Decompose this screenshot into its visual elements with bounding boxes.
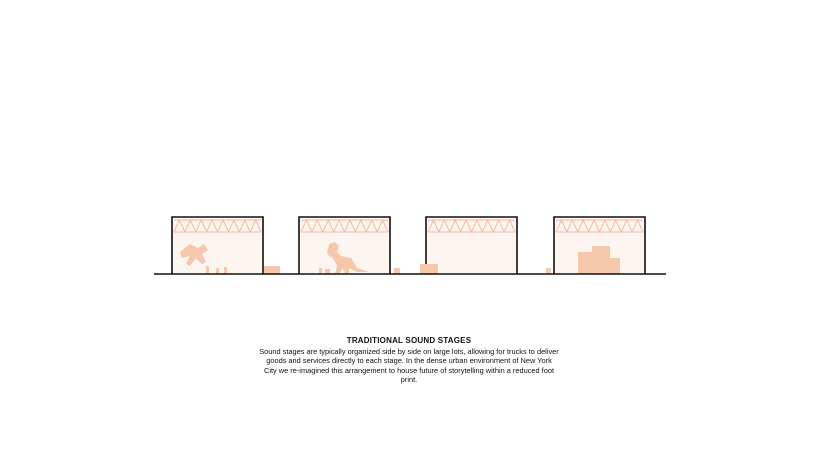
crew-figure <box>319 268 322 274</box>
set-car <box>598 268 604 274</box>
caption-title: TRADITIONAL SOUND STAGES <box>346 336 472 345</box>
service-prop <box>394 268 400 274</box>
sound-stage-2 <box>299 217 390 274</box>
stages-layer <box>172 217 645 274</box>
set-building <box>610 258 620 274</box>
service-truck <box>264 266 280 274</box>
sound-stage-4 <box>554 217 645 274</box>
caption-body: Sound stages are typically organized side by side on large lots, allowing for trucks to deliver goods and services directly to each stage. In the dense urban environment of New York City we re-imagined this arrangement to house future of storytelling within a reduced foot print. <box>259 347 559 385</box>
crew-figure <box>216 268 219 274</box>
sound-stage-3 <box>426 217 517 274</box>
crew-figure <box>206 266 209 274</box>
stage-interior <box>426 217 517 274</box>
caption <box>259 336 559 385</box>
set-building <box>578 252 592 274</box>
stage-interior <box>172 217 263 274</box>
crew-figure <box>224 267 227 274</box>
sound-stage-1 <box>172 217 263 274</box>
service-prop <box>546 268 551 274</box>
service-truck <box>420 264 438 274</box>
